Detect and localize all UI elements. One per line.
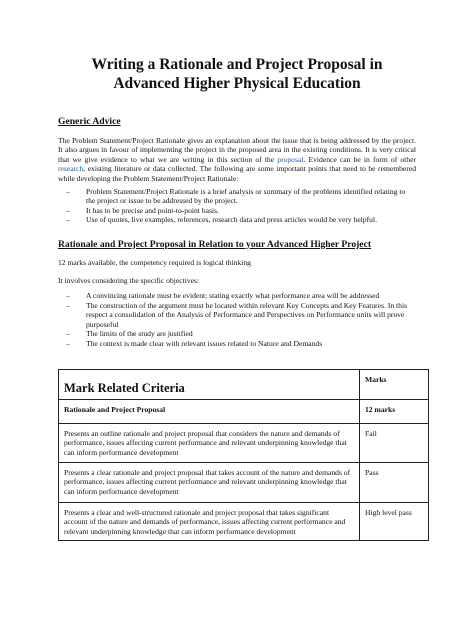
title-line-1: Writing a Rationale and Project Proposal in [91,56,383,73]
mark-cell: Fail [360,424,429,463]
criteria-title-cell [59,370,360,400]
criterion-cell: Presents a clear and well-structured rationale and project proposal that takes significant account of the nature and demands of performance, issues affecting current performance and relevant underpinning knowledge that can inform performance development [59,503,360,541]
mark-criteria-table [58,369,429,541]
list-item: – It has to be precise and point-to-point basis. [86,206,416,215]
list-item: – Problem Statement/Project Rationale is a brief analysis or summary of the problems identified relating to the project or issue to be addressed by the project. [86,187,416,206]
marks-header-cell [360,370,429,400]
generic-advice-paragraph [58,136,416,183]
table-row [59,503,429,541]
involves-text: It involves considering the specific objectives: [58,276,200,286]
sub-marks-cell: 12 marks [360,400,429,424]
mark-cell: Pass [360,463,429,503]
table-subheader-row [59,400,429,424]
mark-cell: High level pass [360,503,429,541]
list-item: – The construction of the argument must be located within relevant Key Concepts and Key Features. In this respect a consolidation of the Analysis of Performance and Perspectives on Performance units will prove purposeful [86,301,416,329]
title-line-2: Advanced Higher Physical Education [113,75,361,92]
criterion-cell: Presents an outline rationale and project proposal that considers the nature and demands of performance, issues affecting current performance and relevant underpinning knowledge that can inform performance development [59,424,360,463]
document-title [58,0,416,93]
sub-label-cell: Rationale and Project Proposal [59,400,360,424]
objectives-list [58,291,416,347]
criterion-cell: Presents a clear rationale and project proposal that takes account of the nature and demands of performance, issues affecting current performance and relevant underpinning knowledge that can inform performance development [59,463,360,503]
rationale-heading: Rationale and Project Proposal in Relation to your Advanced Higher Project [58,238,372,250]
list-item: – The context is made clear with relevant issues related to Nature and Demands [86,339,416,348]
research-link[interactable]: research [58,164,84,174]
list-item: – A convincing rationale must be evident; stating exactly what performance area will be addressed [86,291,416,300]
list-item: – The limits of the study are justified [86,329,416,338]
generic-advice-list [58,187,416,225]
marks-available-text: 12 marks available, the competency required is logical thinking [58,257,251,267]
criteria-title: Mark Related Criteria [64,381,185,395]
para-part-3: , existing literature or data collected. The following are some important points that need to be remembered while developing the Problem Statement/Project Rationale: [58,164,416,183]
table-row [59,463,429,503]
para-part-2: . Evidence can be in form of other [303,154,416,164]
generic-advice-heading: Generic Advice [58,116,121,127]
marks-header: Marks [365,375,387,384]
para-part-1: The Problem Statement/Project Rationale gives an explanation about the issue that is being addressed by the project. It also argues in favour of implementing the project in the proposed area in the existing conditions. It is very critical that we give evidence to what we are writing in this section of the [58,136,416,164]
list-item: – Use of quotes, live examples, references, research data and press articles would be very helpful. [86,215,416,224]
table-row [59,424,429,463]
table-header-row [59,370,429,400]
proposal-link[interactable]: proposal [277,154,304,164]
